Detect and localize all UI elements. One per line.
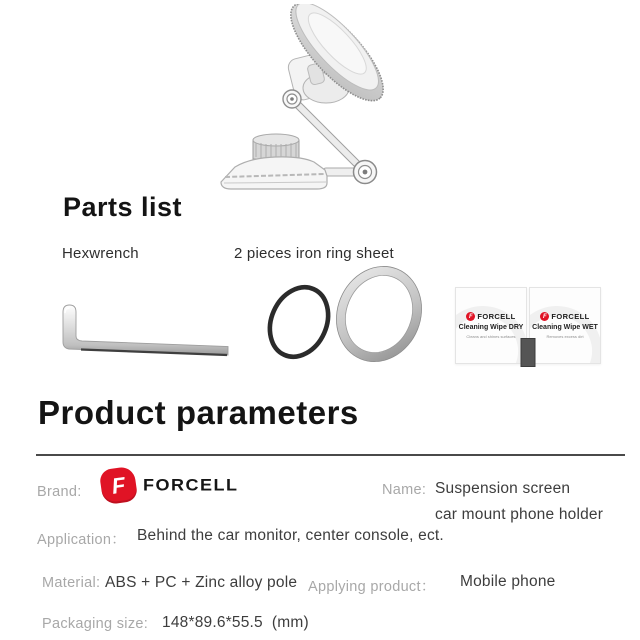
application-label: Application： [37, 532, 127, 548]
name-value-line2: car mount phone holder [435, 506, 604, 523]
forcell-wipe-logo [466, 312, 515, 321]
cleaning-wipes-image [455, 287, 601, 364]
packaging-size-value: 148*89.6*55.5 (mm) [162, 614, 309, 631]
material-value: ABS + PC + Zinc alloy pole [105, 574, 298, 591]
hexwrench-icon [55, 288, 240, 363]
product-hero-image [205, 4, 445, 201]
wipe-dry-title: Cleaning Wipe DRY [458, 324, 524, 331]
forcell-logo-text: FORCELL [143, 475, 239, 495]
brand-label: Brand: [37, 484, 82, 500]
material-label: Material: [42, 575, 101, 591]
cleaning-wipe-wet-packet [529, 287, 601, 364]
forcell-logo-icon: F [540, 312, 549, 321]
wipe-brand-text: FORCELL [477, 312, 516, 321]
cleaning-wipe-dry-packet [455, 287, 527, 364]
parts-list-title: Parts list [63, 192, 183, 222]
forcell-logo-icon: F [466, 312, 475, 321]
forcell-wipe-logo [540, 312, 589, 321]
application-value: Behind the car monitor, center console, ect. [137, 527, 444, 544]
hexwrench-image [55, 288, 240, 368]
section-divider [36, 454, 625, 456]
hexwrench-label: Hexwrench [62, 245, 139, 262]
applying-product-value: Mobile phone [460, 573, 556, 590]
name-value-line1: Suspension screen [435, 480, 571, 497]
product-parameters-title: Product parameters [38, 394, 359, 431]
wipe-center-tab [521, 338, 536, 367]
applying-product-label: Applying product： [308, 579, 436, 595]
iron-ring-label: 2 pieces iron ring sheet [234, 245, 394, 262]
car-mount-illustration [205, 4, 445, 196]
wipe-wet-title: Cleaning Wipe WET [532, 324, 598, 331]
forcell-brand-logo [101, 468, 239, 503]
wipe-brand-text: FORCELL [551, 312, 590, 321]
forcell-logo-icon: F [99, 466, 139, 506]
wipe-wet-subtext: Removes excess dirt [546, 334, 584, 339]
iron-rings-image [258, 260, 428, 372]
name-label: Name: [382, 482, 427, 498]
packaging-size-label: Packaging size: [42, 616, 149, 632]
iron-rings-icon [258, 260, 428, 367]
wipe-dry-subtext: Cleans and shines surfaces [466, 334, 516, 339]
